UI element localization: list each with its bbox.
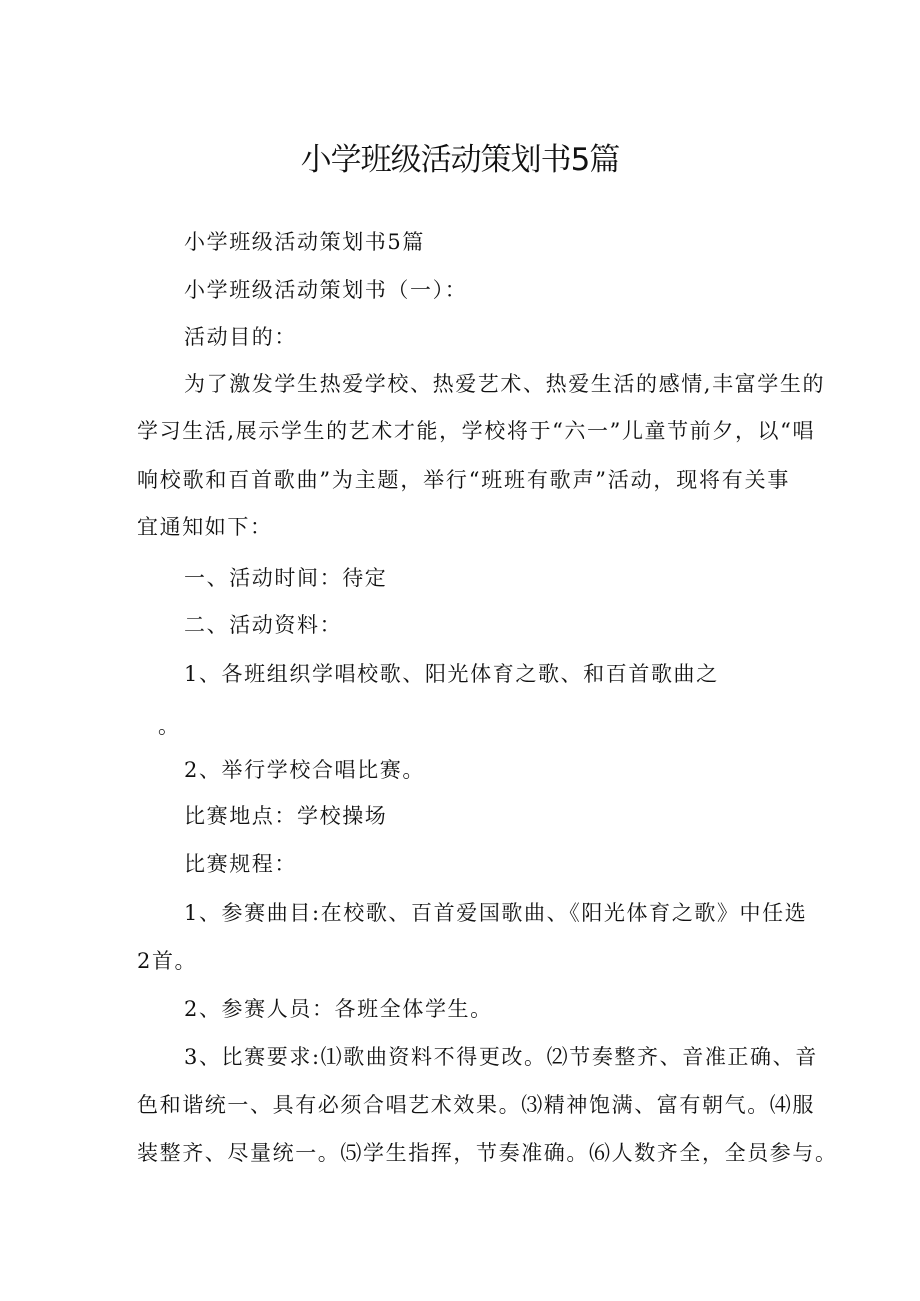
rule-3-line-3: 装整齐、尽量统一。⑸学生指挥，节奏准确。⑹人数齐全，全员参与。 (137, 1141, 838, 1165)
paragraph-heading: 小学班级活动策划书5篇 (184, 230, 425, 254)
competition-rules-heading: 比赛规程： (184, 852, 297, 876)
rule-3-line-1: 3、比赛要求:⑴歌曲资料不得更改。⑵节奏整齐、音准正确、音 (184, 1045, 818, 1069)
section-heading: 小学班级活动策划书（一）： (184, 278, 468, 302)
activity-content-heading: 二、活动资料： (184, 613, 343, 637)
document-title: 小学班级活动策划书5篇 (300, 142, 620, 178)
rule-1-line-2: 2首。 (137, 949, 198, 973)
content-item-1: 1、各班组织学唱校歌、阳光体育之歌、和百首歌曲之 (184, 662, 719, 686)
competition-venue: 比赛地点：学校操场 (184, 804, 388, 828)
activity-time: 一、活动时间：待定 (184, 566, 388, 590)
purpose-line-1: 为了激发学生热爱学校、热爱艺术、热爱生活的感情,丰富学生的 (184, 372, 826, 396)
rule-2: 2、参赛人员：各班全体学生。 (184, 997, 493, 1021)
content-item-1-end: 。 (158, 714, 179, 738)
purpose-line-2: 学习生活,展示学生的艺术才能，学校将于“六一”儿童节前夕，以“唱 (137, 419, 816, 443)
purpose-line-3: 响校歌和百首歌曲”为主题，举行“班班有歌声”活动，现将有关事 (137, 468, 790, 492)
rule-1-line-1: 1、参赛曲目:在校歌、百首爱国歌曲、《阳光体育之歌》中任选 (184, 901, 808, 925)
purpose-line-4: 宜通知如下： (137, 515, 273, 539)
purpose-heading: 活动目的： (184, 325, 297, 349)
rule-3-line-2: 色和谐统一、具有必须合唱艺术效果。⑶精神饱满、富有朝气。⑷服 (137, 1093, 815, 1117)
content-item-2: 2、举行学校合唱比赛。 (184, 758, 425, 782)
